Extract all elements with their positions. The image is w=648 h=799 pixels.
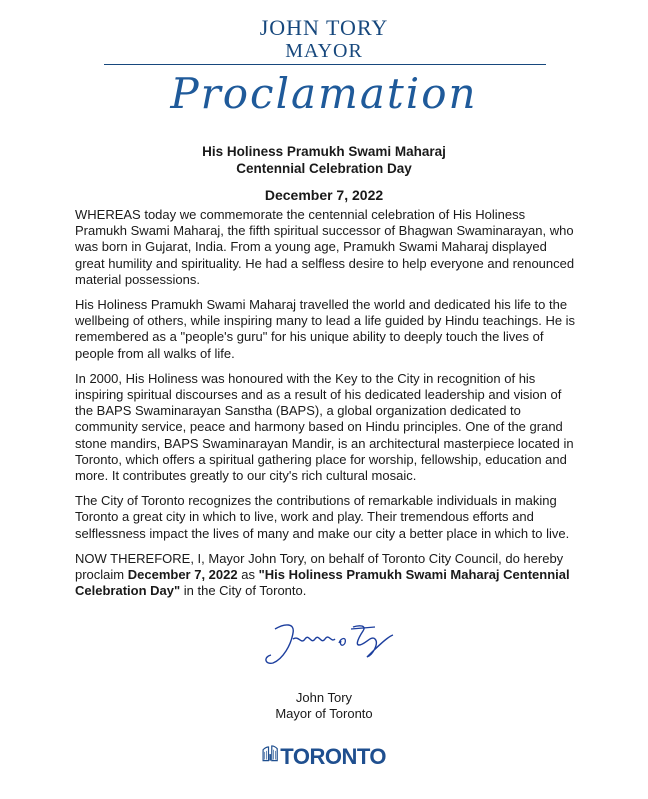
paragraph-key-to-city: In 2000, His Holiness was honoured with the Key to the City in recognition of his inspiring spiritual discourses and as a result of his dedicated leadership and vision of the BAPS Swaminarayan Sanstha (BAPS), a global organization dedicated to community service, peace and harmony based on Hindu principles. One of the grand stone mandirs, BAPS Swaminarayan Mandir, is an architectural masterpiece located in Toronto, which offers a spiritual gathering place for worship, fellowship, education and more. It contributes greatly to our city's rich cultural mosaic. [75,370,574,484]
closing-bold-date: December 7, 2022 [127,567,238,583]
proclamation-date: December 7, 2022 [264,187,384,203]
proclamation-body [75,207,577,608]
signer-name: John Tory [295,690,353,705]
city-hall-icon [262,737,278,769]
paragraph-now-therefore [75,551,577,600]
mayor-signature [255,615,405,675]
paragraph-whereas: WHEREAS today we commemorate the centennial celebration of His Holiness Pramukh Swami Maharaj, the fifth spiritual successor of Bhagwan Swaminarayan, who was born in Gujarat, India. From a young age, Pramukh Swami Maharaj displayed great humility and spirituality. He had a selfless desire to help everyone and renounced material possessions. [75,207,575,287]
subject-line-2: Centennial Celebration Day [236,161,412,176]
header-divider [104,64,546,65]
closing-as: as [237,567,259,583]
toronto-wordmark: TORONTO [280,744,386,769]
paragraph-travelled: His Holiness Pramukh Swami Maharaj travelled the world and dedicated his life to the wellbeing of others, while inspiring many to lead a life guided by Hindu teachings. He is remembered as a "people's guru" for his unique ability to deeply touch the lives of people from all walks of life. [75,297,576,361]
closing-outro: in the City of Toronto. [180,583,307,599]
proclamation-subject [0,143,648,177]
subject-line-1: His Holiness Pramukh Swami Maharaj [202,144,446,159]
closing-bold-name: "His Holiness Pramukh Swami Maharaj Centennial Celebration Day" [75,567,570,599]
proclamation-heading: Proclamation [170,69,478,118]
closing-intro: NOW THEREFORE, I, Mayor John Tory, on behalf of Toronto City Council, do hereby proclaim [75,550,564,583]
mayor-title-heading: MAYOR [285,40,363,62]
signer-title: Mayor of Toronto [275,706,373,721]
paragraph-city-recognizes: The City of Toronto recognizes the contributions of remarkable individuals in making Toronto a great city in which to live, work and play. Their tremendous efforts and selflessness impact the lives of many and make our city a better place in which to live. [75,493,570,541]
toronto-logo [262,729,386,769]
mayor-name-heading: JOHN TORY [259,15,389,40]
